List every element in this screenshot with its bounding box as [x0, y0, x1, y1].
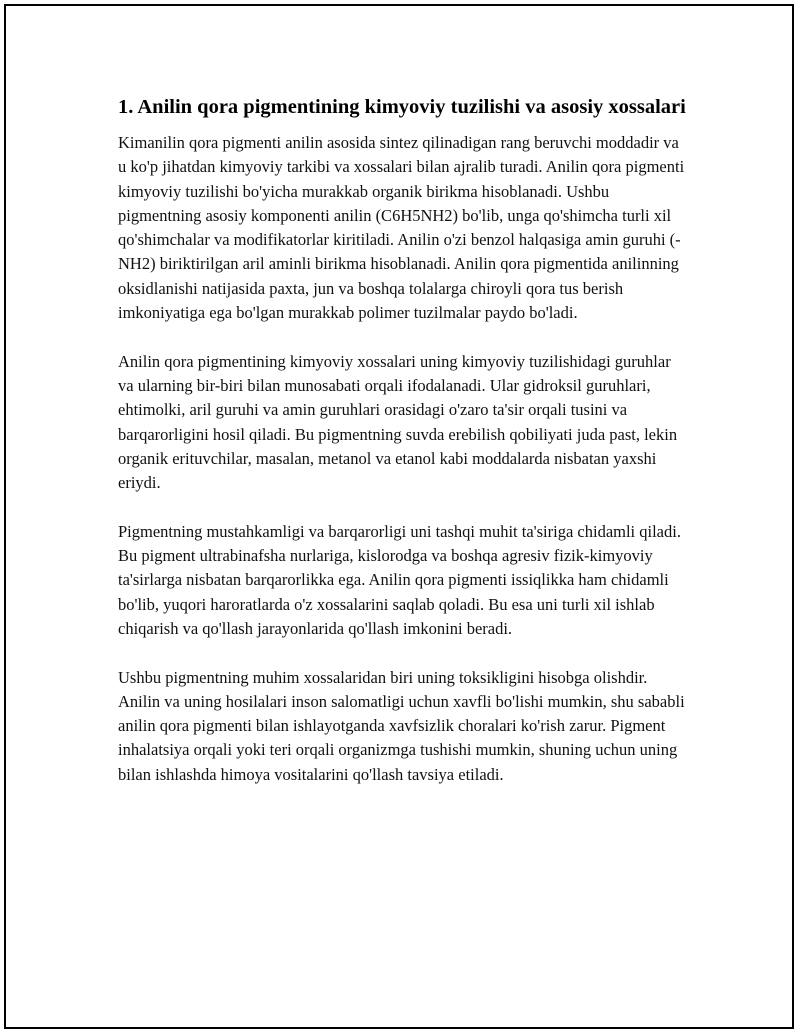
section-heading: 1. Anilin qora pigmentining kimyoviy tuzilishi va asosiy xossalari — [118, 96, 686, 118]
paragraph-1: Kimanilin qora pigmenti anilin asosida sintez qilinadigan rang beruvchi moddadir va u ko'p jihatdan kimyoviy tarkibi va xossalari bilan ajralib turadi. Anilin qora pigmenti kimyoviy tuzilishi bo'yicha murakkab organik birikma hisoblanadi. Ushbu pigmentning asosiy komponenti anilin (C6H5NH2) bo'lib, unga qo'shimcha turli xil qo'shimchalar va modifikatorlar kiritiladi. Anilin o'zi benzol halqasiga amin guruhi (-NH2) biriktirilgan aril aminli birikma hisoblanadi. Anilin qora pigmentida anilinning oksidlanishi natijasida paxta, jun va boshqa tolalarga chiroyli qora tus berish imkoniyatiga ega bo'lgan murakkab polimer tuzilmalar paydo bo'ladi. — [118, 133, 685, 323]
paragraph-3: Pigmentning mustahkamligi va barqarorligi uni tashqi muhit ta'siriga chidamli qiladi. Bu pigment ultrabinafsha nurlariga, kislorodga va boshqa agresiv fizik-kimyoviy ta'sirlarga nisbatan barqarorlikka ega. Anilin qora pigmenti issiqlikka ham chidamli bo'lib, yuqori haroratlarda o'z xossalarini saqlab qoladi. Bu esa uni turli xil ishlab chiqarish va qo'llash jarayonlarida qo'llash imkonini beradi. — [118, 521, 681, 638]
paragraph-4: Ushbu pigmentning muhim xossalaridan biri uning toksikligini hisobga olishdir. Anilin va uning hosilalari inson salomatligi uchun xavfli bo'lishi mumkin, shu sababli anilin qora pigmenti bilan ishlayotganda xavfsizlik choralari ko'rish zarur. Pigment inhalatsiya orqali yoki teri orqali organizmga tushishi mumkin, shuning uchun uning bilan ishlashda himoya vositalarini qo'llash tavsiya etiladi. — [118, 667, 685, 784]
paragraph-2: Anilin qora pigmentining kimyoviy xossalari uning kimyoviy tuzilishidagi guruhlar va ularning bir-biri bilan munosabati orqali ifodalanadi. Ular gidroksil guruhlari, ehtimolki, aril guruhi va amin guruhlari orasidagi o'zaro ta'sir orqali tusini va barqarorligini hosil qiladi. Bu pigmentning suvda erebilish qobiliyati juda past, lekin organik erituvchilar, masalan, metanol va etanol kabi moddalarda nisbatan yaxshi eriydi. — [118, 351, 678, 493]
document-body — [118, 93, 690, 811]
